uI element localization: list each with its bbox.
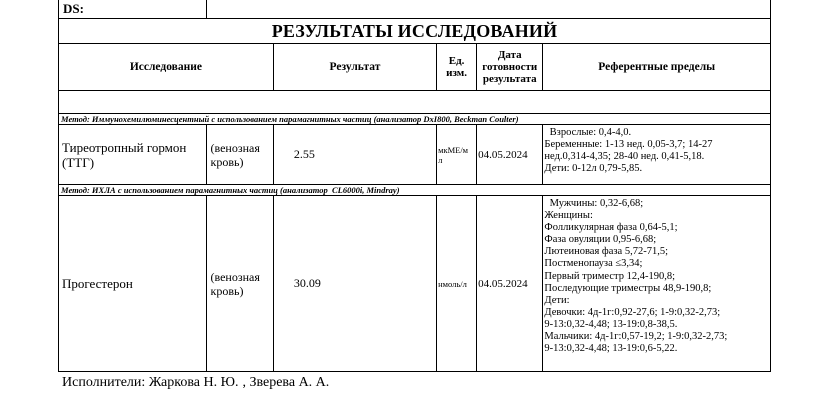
title-row [59, 19, 771, 44]
method-row [59, 185, 771, 196]
reference-line: Лютеиновая фаза 5,72-71,5; [544, 246, 668, 258]
column-header-result: Результат [273, 44, 436, 91]
column-header-row [59, 44, 771, 91]
method-label: Метод: Иммунохемилюминесцентный с использованием парамагнитных частиц (анализатор DxI800, Beckman Coulter) [59, 114, 771, 125]
unit-line2: л [438, 154, 443, 165]
reference-line: Дети: 0-12л 0,79-5,85. [544, 163, 643, 175]
column-header-test: Исследование [59, 44, 274, 91]
column-header-date-line3: результата [482, 73, 537, 85]
column-header-date [477, 44, 543, 91]
specimen-line1: (венозная [210, 140, 260, 155]
reference-line: Мальчики: 4д-1г:0,57-19,2; 1-9:0,32-2,73; [544, 331, 728, 343]
column-header-date-line1: Дата [497, 49, 522, 61]
blank-cell [59, 91, 771, 114]
unit [437, 125, 477, 185]
specimen-line2: кровь) [210, 283, 244, 298]
reference-line: Дети: [544, 294, 570, 306]
performer-name: Зверева А. А. [249, 375, 330, 390]
performers [62, 375, 329, 391]
unit-line1: мкМЕ/м [438, 144, 469, 155]
performer-separator: , [242, 375, 246, 390]
unit: нмоль/л [437, 196, 477, 372]
table-row [59, 125, 771, 185]
test-name: Прогестерон [59, 196, 207, 372]
results-table [58, 0, 771, 372]
reference-line: Последующие триместры 48,9-190,8; [544, 282, 712, 294]
reference-line: Фолликулярная фаза 0,64-5,1; [544, 222, 678, 234]
test-name: Тиреотропный гормон (ТТГ) [59, 125, 207, 185]
reference-line: Мужчины: 0,32-6,68; [544, 198, 644, 209]
method-row [59, 114, 771, 125]
specimen-line2: кровь) [210, 154, 244, 169]
blank-row [59, 91, 771, 114]
table-row [59, 196, 771, 372]
ds-value [207, 0, 771, 19]
performer-name: Жаркова Н. Ю. [148, 375, 239, 390]
column-header-unit [437, 44, 477, 91]
reference-range [543, 125, 771, 185]
reference-line: Фаза овуляции 0,95-6,68; [544, 234, 657, 246]
reference-line: Первый триместр 12,4-190,8; [544, 270, 675, 282]
reference-line: нед.0,314-4,35; 28-40 нед. 0,41-5,18. [544, 151, 705, 163]
reference-line: Женщины: [544, 210, 593, 222]
performers-label: Исполнители: [62, 375, 146, 390]
specimen [207, 196, 273, 372]
specimen [207, 125, 273, 185]
method-label: Метод: ИХЛА с использованием парамагнитных частиц (анализатор CL6000i, Mindray) [59, 185, 771, 196]
reference-line: Взрослые: 0,4-4,0. [544, 127, 632, 138]
column-header-unit-line2: изм. [446, 67, 467, 79]
ds-row-label [59, 0, 771, 19]
column-header-date-line2: готовности [482, 61, 538, 73]
specimen-line1: (венозная [210, 269, 260, 284]
reference-range [543, 196, 771, 372]
reference-line: 9-13:0,32-4,48; 13-19:0,6-5,22. [544, 343, 678, 355]
column-header-reference: Референтные пределы [543, 44, 771, 91]
result-value: 30.09 [273, 196, 436, 372]
reference-line: Беременные: 1-13 нед. 0,05-3,7; 14-27 [544, 139, 713, 151]
result-date: 04.05.2024 [477, 125, 543, 185]
page-title: РЕЗУЛЬТАТЫ ИССЛЕДОВАНИЙ [59, 19, 771, 44]
reference-line: Постменопауза ≤3,34; [544, 258, 643, 270]
ds-label: DS: [59, 0, 207, 19]
reference-line: Девочки: 4д-1г:0,92-27,6; 1-9:0,32-2,73; [544, 306, 721, 318]
column-header-unit-line1: Ед. [448, 55, 465, 67]
reference-line: 9-13:0,32-4,48; 13-19:0,8-38,5. [544, 318, 678, 330]
result-value: 2.55 [273, 125, 436, 185]
result-date: 04.05.2024 [477, 196, 543, 372]
